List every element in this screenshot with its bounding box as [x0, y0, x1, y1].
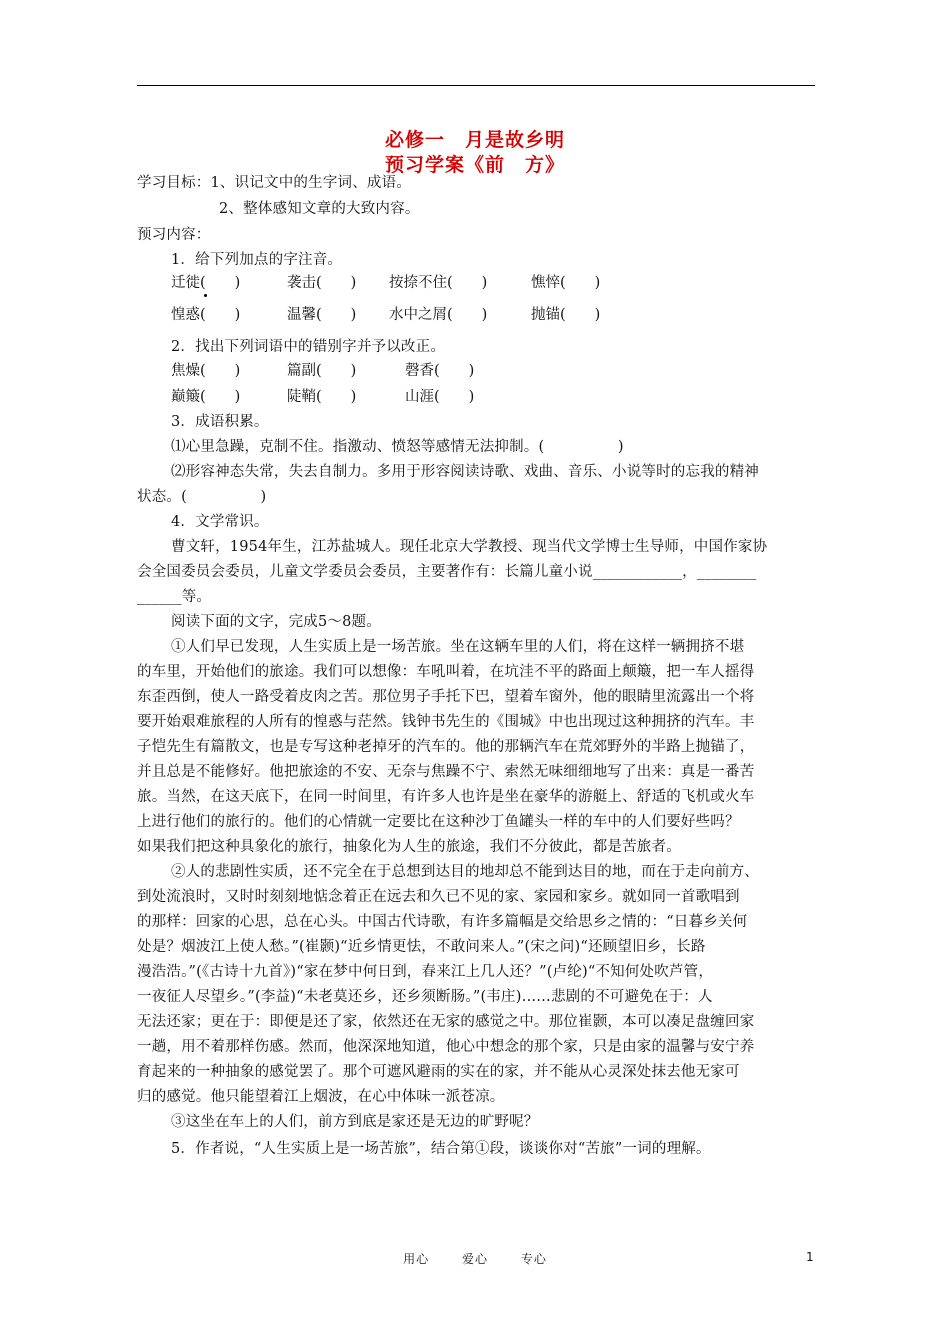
para2-line: 漫浩浩。”(《古诗十九首》)“家在梦中何日到，春来江上几人还？”(卢纶)“不知何处吹芦管， — [137, 964, 714, 980]
q1-item: 按捺不住( ) — [389, 275, 488, 291]
dotted-word: 迁徙( ) — [171, 275, 241, 291]
q2-item: 陡鞘( ) — [287, 389, 357, 405]
q2-item: 磬香( ) — [405, 363, 475, 379]
para1-line: 如果我们把这种具象化的旅行，抽象化为人生的旅途，我们不分彼此，都是苦旅者。 — [137, 839, 681, 855]
q2-item: 篇副( ) — [287, 363, 357, 379]
q1-item: 水中之屑( ) — [389, 307, 488, 323]
header-rule — [137, 85, 815, 86]
q4-line-2: 会全国委员会委员，儿童文学委员会委员，主要著作有：长篇儿童小说____________，________ — [137, 564, 757, 580]
footer-item: 爱心 — [461, 1252, 488, 1266]
para2-line: 归的感觉。他只能望着江上烟波，在心中体味一派苍凉。 — [137, 1089, 505, 1105]
para1-line: 上进行他们的旅行的。他们的心情就一定要比在这种沙丁鱼罐头一样的车中的人们要好些吗？ — [137, 814, 740, 830]
q1-prompt: 1．给下列加点的字注音。 — [171, 252, 343, 268]
q3-item-2-cont: 状态。( ) — [137, 489, 267, 505]
q4-line-3: ______等。 — [137, 589, 212, 605]
para3: ③这坐在车上的人们，前方到底是家还是无边的旷野呢？ — [171, 1114, 539, 1130]
q1-item: 袭击( ) — [287, 275, 357, 291]
q2-item: 山涯( ) — [405, 389, 475, 405]
para2-line: 育起来的一种抽象的感觉罢了。那个可遮风避雨的实在的家，并不能从心灵深处抹去他无家可 — [137, 1064, 740, 1080]
para1-line: ①人们早已发现，人生实质上是一场苦旅。坐在这辆车里的人们，将在这样一辆拥挤不堪 — [171, 639, 745, 655]
q2-item: 焦燥( ) — [171, 363, 241, 379]
footer-item: 专心 — [520, 1252, 547, 1266]
page-subtitle: 预习学案《前 方》 — [384, 154, 565, 176]
para1-line: 要开始艰难旅程的人所有的惶惑与茫然。钱钟书先生的《围城》中也出现过这种拥挤的汽车。丰 — [137, 714, 755, 730]
q3-prompt: 3．成语积累。 — [171, 414, 269, 430]
q4-prompt: 4．文学常识。 — [171, 514, 269, 530]
para1-line: 东歪西倒，使人一路受着皮肉之苦。那位男子手托下巴，望着车窗外，他的眼睛里流露出一个将 — [137, 689, 755, 705]
para1-line: 并且总是不能修好。他把旅途的不安、无奈与焦躁不宁、索然无味细细地写了出来：真是一番苦 — [137, 764, 755, 780]
q3-item-1: ⑴心里急躁，克制不住。指激动、愤怒等感情无法抑制。( ) — [171, 439, 624, 455]
para2-line: 处是？烟波江上使人愁。”(崔颢)“近乡情更怯，不敢问来人。”(宋之问)“还顾望旧乡，长路 — [137, 939, 706, 955]
footer-item: 用心 — [403, 1252, 430, 1266]
question-5: 5．作者说，“人生实质上是一场苦旅”，结合第①段，谈谈你对“苦旅”一词的理解。 — [171, 1141, 711, 1157]
q1-item: 惶惑( ) — [171, 307, 241, 323]
para2-line: 的那样：回家的心思，总在心头。中国古代诗歌，有许多篇幅是交给思乡之情的：“日暮乡关何 — [137, 914, 748, 930]
goals-line-2: 2、整体感知文章的大致内容。 — [219, 201, 420, 217]
para1-line: 子恺先生有篇散文，也是专写这种老掉牙的汽车的。他的那辆汽车在荒郊野外的半路上抛锚了， — [137, 739, 755, 755]
q1-item: 温馨( ) — [287, 307, 357, 323]
para1-line: 的车里，开始他们的旅途。我们可以想像：车吼叫着，在坑洼不平的路面上颠簸，把一车人摇得 — [137, 664, 755, 680]
q2-prompt: 2．找出下列词语中的错别字并予以改正。 — [171, 339, 446, 355]
para2-line: 到处流浪时，又时时刻刻地惦念着正在远去和久已不见的家、家园和家乡。就如同一首歌唱到 — [137, 889, 740, 905]
para2-line: 无法还家；更在于：即便是还了家，依然还在无家的感觉之中。那位崔颢，本可以凑足盘缠回家 — [137, 1014, 755, 1030]
q2-item: 巅簸( ) — [171, 389, 241, 405]
reading-intro: 阅读下面的文字，完成5～8题。 — [171, 614, 381, 630]
page-title: 必修一 月是故乡明 — [384, 129, 565, 151]
q1-item: 憔悴( ) — [531, 275, 601, 291]
q1-item: 抛锚( ) — [531, 307, 601, 323]
q3-item-2: ⑵形容神态失常，失去自制力。多用于形容阅读诗歌、戏曲、音乐、小说等时的忘我的精神 — [171, 464, 759, 480]
para2-line: 一夜征人尽望乡。”(李益)“未老莫还乡，还乡须断肠。”(韦庄)……悲剧的不可避免在于：人 — [137, 989, 713, 1005]
para1-line: 旅。当然，在这天底下，在同一时间里，有许多人也许是坐在豪华的游艇上、舒适的飞机或火车 — [137, 789, 755, 805]
page-number: 1 — [806, 1250, 814, 1264]
goals-line-1: 学习目标：1、识记文中的生字词、成语。 — [137, 175, 412, 191]
para2-line: 一趟，用不着那样伤感。然而，他深深地知道，他心中想念的那个家，只是由家的温馨与安宁养 — [137, 1039, 755, 1055]
preview-label: 预习内容： — [137, 227, 211, 243]
q4-line-1: 曹文轩，1954年生，江苏盐城人。现任北京大学教授、现当代文学博士生导师，中国作家协 — [171, 539, 768, 555]
para2-line: ②人的悲剧性实质，还不完全在于总想到达目的地却总不能到达目的地，而在于走向前方、 — [171, 864, 759, 880]
